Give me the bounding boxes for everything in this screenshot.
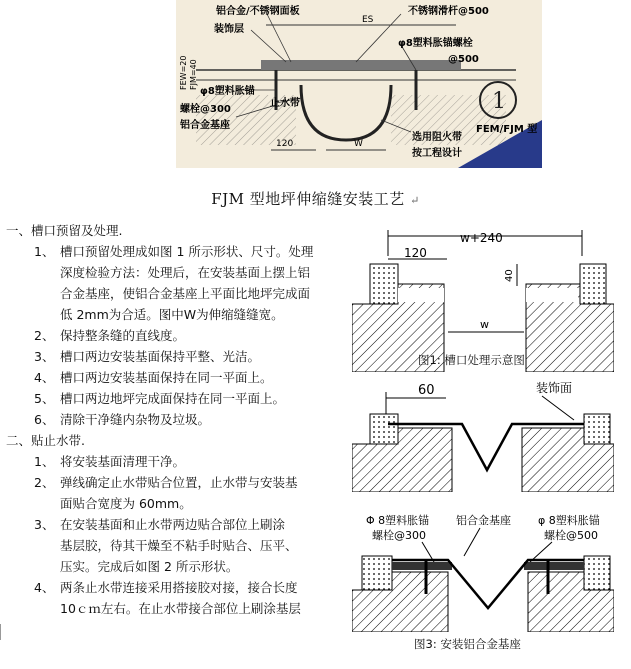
list-line: 10ｃｍ左右。在止水带接合部位上刷涂基层	[60, 601, 301, 616]
fig3-floor-left	[362, 556, 392, 590]
list-num: 3、	[34, 349, 55, 364]
fig2-floor-right	[584, 414, 610, 444]
label-dim-120: 120	[276, 139, 294, 149]
fig1-dim-40: 40	[504, 269, 515, 282]
label-anchor-left: φ8塑料胀锚	[200, 86, 255, 97]
list-num: 5、	[34, 391, 55, 406]
fig2-dim-60: 60	[418, 383, 435, 398]
list-line: 槽口两边安装基面保持在同一平面上。	[60, 370, 273, 385]
list-line: 深度检验方法：处理后，在安装基面上摆上铝	[60, 265, 311, 280]
list-line: 槽口两边安装基面保持平整、光洁。	[60, 349, 261, 364]
fig3-floor-right	[584, 556, 610, 590]
circle-number-text: 1	[492, 89, 506, 114]
section-heading-2: 二、贴止水带.	[6, 433, 85, 448]
label-waterstop: 止水带	[270, 98, 300, 109]
fig3-base-left	[392, 562, 452, 570]
list-line: 槽口预留处理成如图 1 所示形状、尺寸。处理	[60, 244, 314, 259]
figure-2-svg	[352, 380, 614, 492]
figure-3-caption: 图3: 安装铝合金基座	[414, 637, 521, 651]
fig2-label: 装饰面	[536, 381, 573, 395]
list-line: 将安装基面清理干净。	[60, 454, 186, 469]
figure-1	[352, 226, 614, 372]
label-es: ES	[362, 15, 374, 25]
fig3-right-anchor: φ 8塑料胀锚	[538, 514, 600, 527]
label-fire-strip: 选用阻火带	[412, 132, 462, 143]
list-line: 在安装基面和止水带两边贴合部位上刷涂	[60, 517, 286, 532]
fig2-floor-left	[370, 414, 398, 444]
fig1-dim-total: w+240	[460, 231, 503, 245]
label-few: FEW=20	[179, 55, 188, 90]
fig3-left-anchor: Φ 8塑料胀锚	[366, 514, 430, 527]
figure-3-svg	[352, 512, 614, 632]
figure-1-svg	[352, 226, 614, 372]
fig1-dim-120: 120	[404, 246, 427, 260]
list-num: 2、	[34, 328, 55, 343]
list-num: 2、	[34, 475, 55, 490]
margin-marker	[0, 624, 4, 640]
figure-2	[352, 380, 614, 492]
para-mark: ↵	[410, 194, 420, 207]
title-text: FJM 型地坪伸缩缝安装工艺	[211, 190, 405, 208]
fig3-base: 铝合金基座	[456, 514, 511, 527]
list-num: 4、	[34, 370, 55, 385]
list-num: 4、	[34, 580, 55, 595]
page-title	[0, 188, 631, 209]
list-line: 弹线确定止水带贴合位置，止水带与安装基	[60, 475, 298, 490]
fig3-base-right	[524, 562, 584, 570]
label-per-design: 按工程设计	[412, 148, 462, 159]
list-num: 6、	[34, 412, 55, 427]
list-num: 1、	[34, 454, 55, 469]
list-line: 保持整条缝的直线度。	[60, 328, 186, 343]
list-line: 低 2mm为合适。图中W为伸缩缝缝宽。	[60, 307, 284, 322]
list-line: 面贴合宽度为 60mm。	[60, 496, 192, 511]
list-num: 1、	[34, 244, 55, 259]
list-line: 基层胶，待其干燥至不粘手时贴合、压平、	[60, 538, 298, 553]
label-at500: @500	[448, 54, 479, 65]
label-cover: 铝合金/不锈钢面板	[216, 6, 300, 17]
fig3-left-bolt: 螺栓@300	[372, 529, 426, 542]
fig1-floor-left	[370, 264, 398, 304]
fig3-right-bolt: 螺栓@500	[544, 529, 598, 542]
figure-3	[352, 512, 614, 632]
label-dim-w: W	[354, 139, 363, 149]
list-line: 槽口两边地坪完成面保持在同一平面上。	[60, 391, 286, 406]
top-drawing	[176, 0, 542, 168]
label-slide-bar: 不锈钢滑杆@500	[408, 6, 489, 17]
label-fjm: FJM=40	[189, 59, 198, 90]
label-anchor-right: φ8塑料胀锚螺栓	[398, 38, 473, 49]
list-num: 3、	[34, 517, 55, 532]
fig1-dim-w: w	[480, 318, 489, 331]
label-decor: 装饰层	[214, 24, 244, 35]
fig2-concrete-left	[352, 428, 452, 492]
list-line: 清除干净缝内杂物及垃圾。	[60, 412, 211, 427]
list-line: 合金基座，使铝合金基座上平面比地坪完成面	[60, 286, 311, 301]
list-line: 压实。完成后如图 2 所示形状。	[60, 559, 239, 574]
list-line: 两条止水带连接采用搭接胶对接，接合长度	[60, 580, 298, 595]
label-bolt-300: 螺栓@300	[180, 104, 231, 115]
fig1-floor-right	[580, 264, 606, 304]
section-heading-1: 一、槽口预留及处理.	[6, 223, 123, 238]
label-base-seat: 铝合金基座	[180, 120, 230, 131]
figure-1-caption: 图1: 槽口处理示意图	[418, 353, 525, 367]
top-drawing-svg	[176, 0, 542, 168]
label-model: FEM/FJM 型	[476, 124, 538, 135]
